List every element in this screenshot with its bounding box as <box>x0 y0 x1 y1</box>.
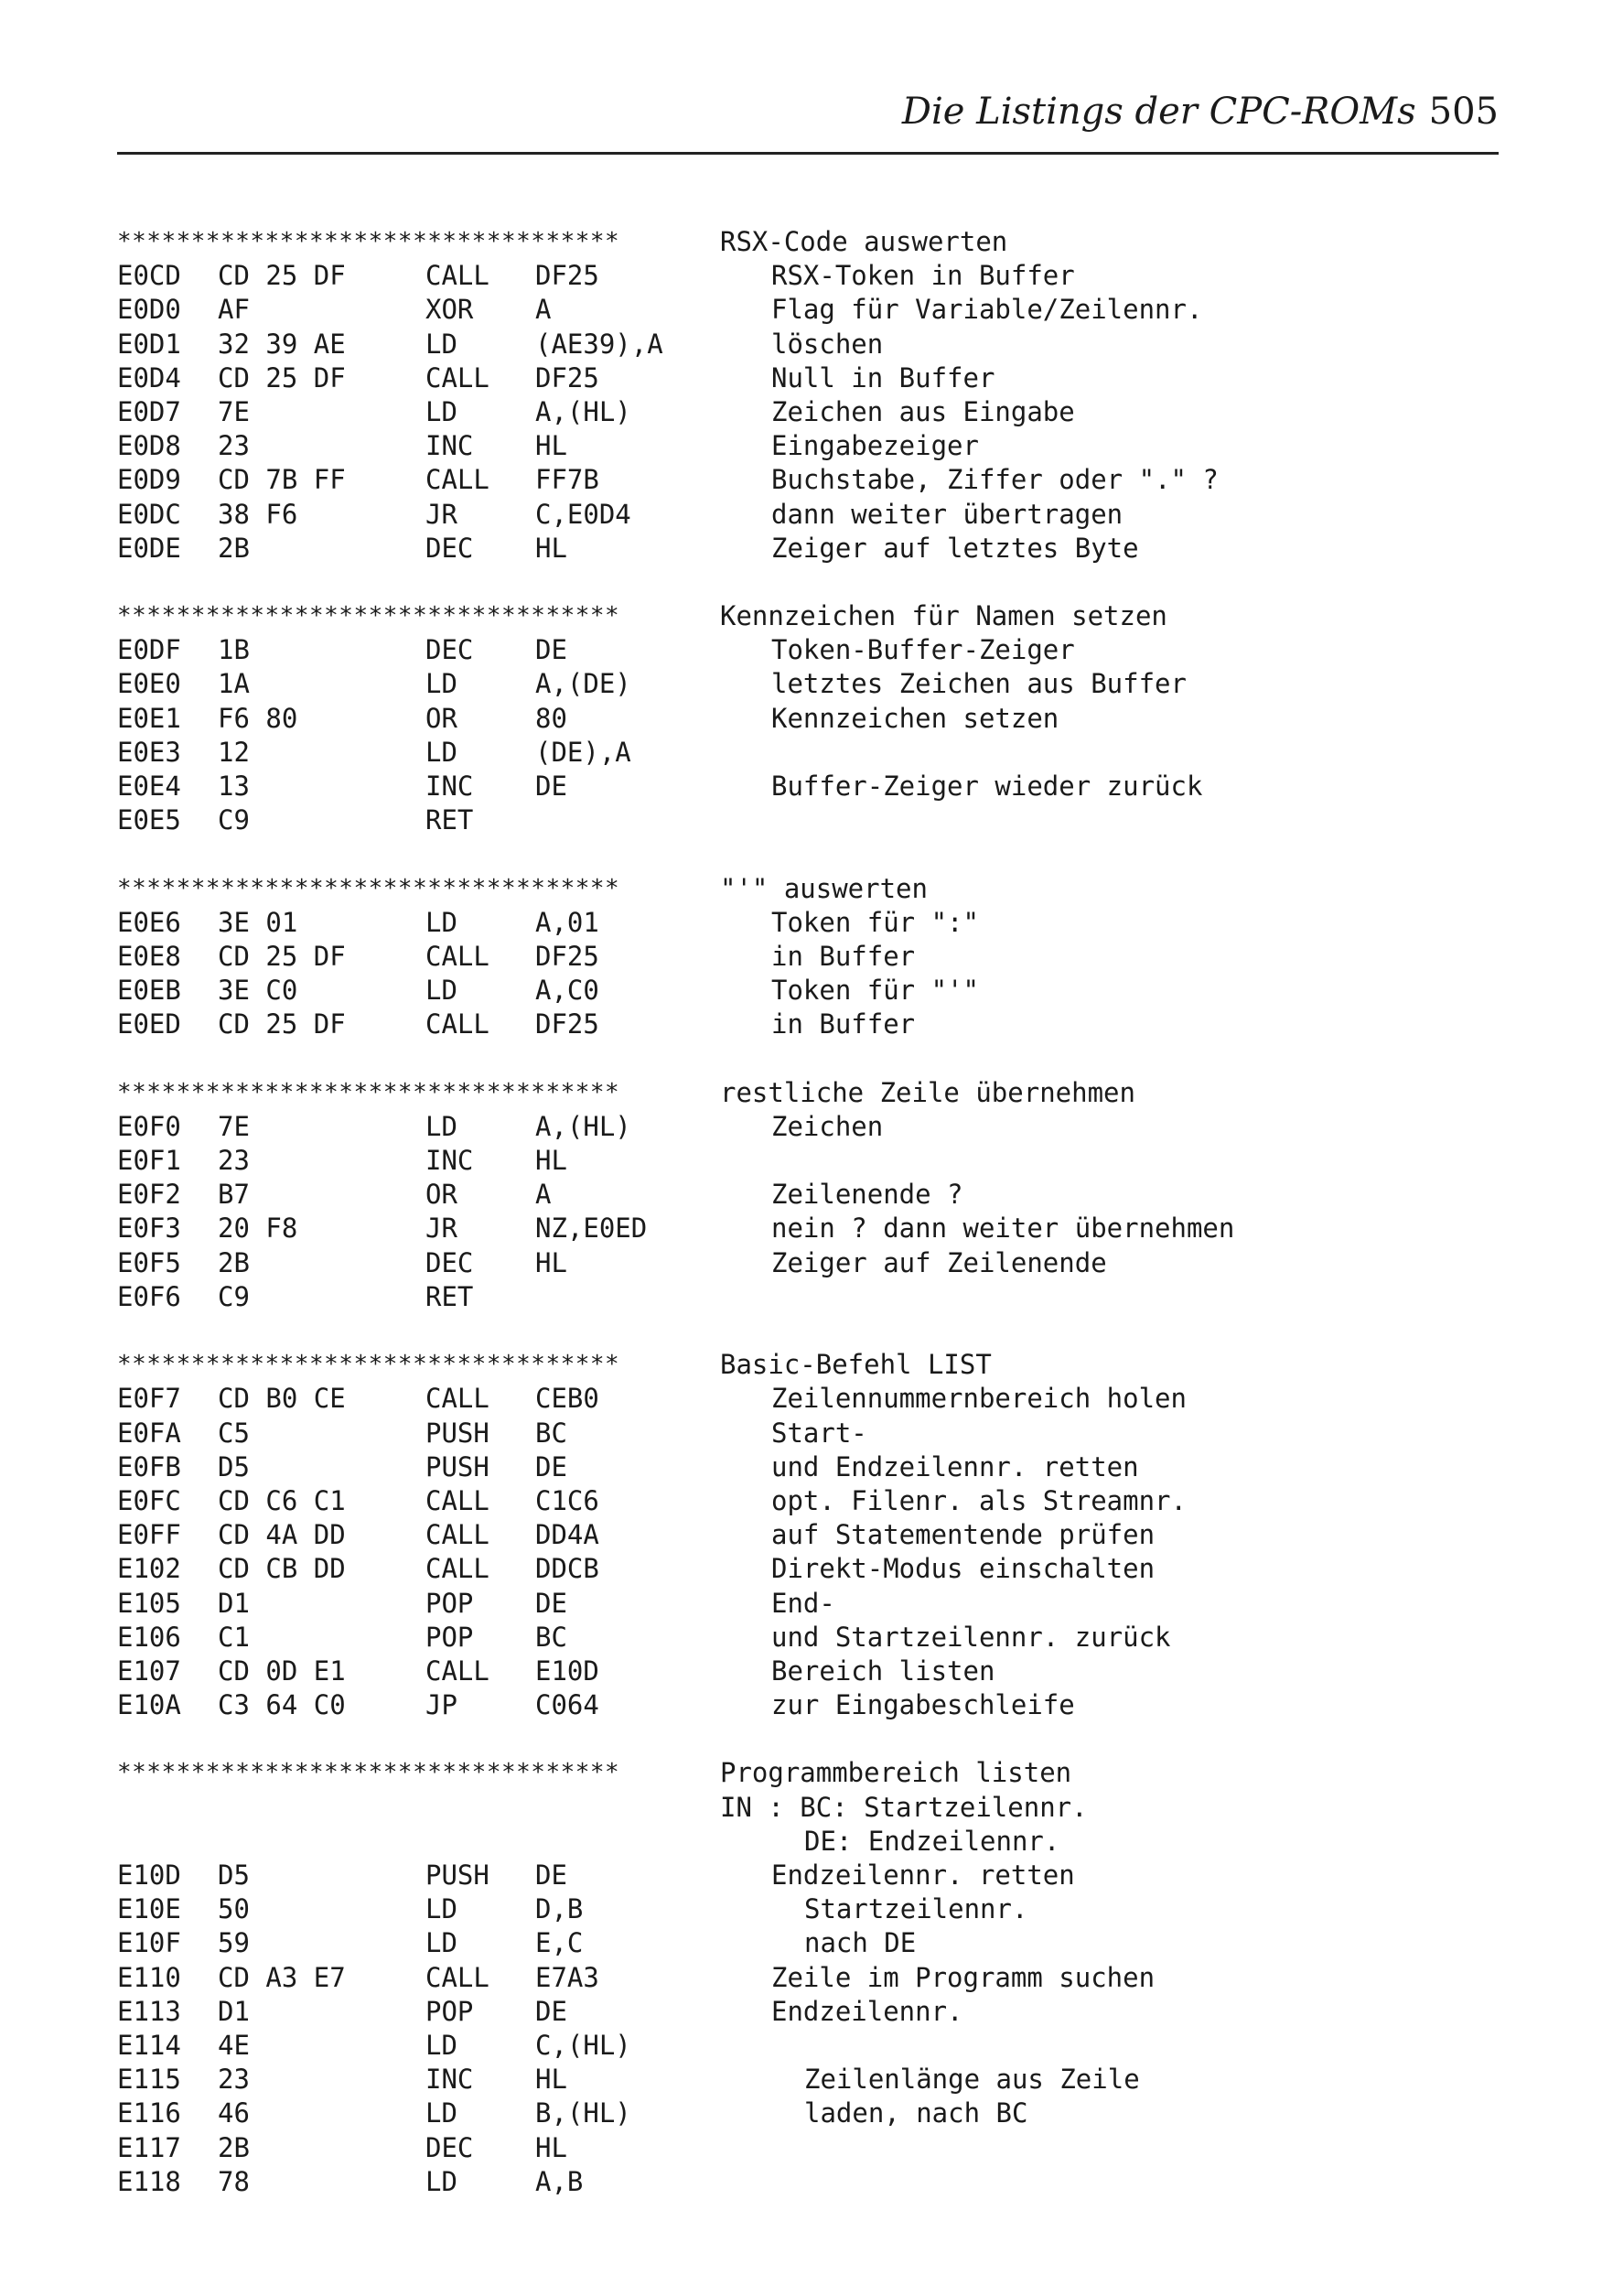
listing-line <box>117 1518 1471 1552</box>
comment-cell: Zeichen <box>771 1110 884 1142</box>
operands-cell: DD4A <box>535 1519 599 1551</box>
listing-line <box>117 667 1471 701</box>
listing-line <box>117 2063 1471 2097</box>
mnemonic-cell: INC <box>425 1145 474 1177</box>
address-cell: E0F2 <box>117 1179 181 1211</box>
opcode-bytes-cell: D5 <box>218 1859 250 1891</box>
address-cell: E0DC <box>117 498 181 530</box>
opcode-bytes-cell: CD C6 C1 <box>218 1484 346 1516</box>
opcode-bytes-cell: 46 <box>218 2097 250 2129</box>
opcode-bytes-cell: C9 <box>218 1280 250 1312</box>
mnemonic-cell: JP <box>425 1689 457 1721</box>
operands-cell: E10D <box>535 1655 599 1687</box>
section-header <box>117 872 1471 906</box>
comment-cell: zur Eingabeschleife <box>771 1689 1075 1721</box>
operands-cell: (DE),A <box>535 736 631 768</box>
comment-cell: Token für ":" <box>771 906 979 938</box>
mnemonic-cell: LD <box>425 395 457 427</box>
operands-cell: DE <box>535 634 567 666</box>
mnemonic-cell: CALL <box>425 1961 489 1993</box>
operands-cell: B,(HL) <box>535 2097 631 2129</box>
listing-line <box>117 2097 1471 2130</box>
operands-cell: A,(HL) <box>535 395 631 427</box>
comment-cell: Token-Buffer-Zeiger <box>771 634 1075 666</box>
opcode-bytes-cell: CD CB DD <box>218 1553 346 1585</box>
address-cell: E116 <box>117 2097 181 2129</box>
operands-cell: C,(HL) <box>535 2029 631 2061</box>
listing-line <box>117 736 1471 770</box>
mnemonic-cell: XOR <box>425 294 474 326</box>
comment-cell: Endzeilennr. retten <box>771 1859 1075 1891</box>
operands-cell: FF7B <box>535 464 599 496</box>
address-cell: E0F6 <box>117 1280 181 1312</box>
mnemonic-cell: RET <box>425 1280 474 1312</box>
comment-cell: Direkt-Modus einschalten <box>771 1553 1156 1585</box>
address-cell: E106 <box>117 1621 181 1653</box>
opcode-bytes-cell: D5 <box>218 1450 250 1482</box>
opcode-bytes-cell: 1A <box>218 668 250 700</box>
section-title: Kennzeichen für Namen setzen <box>720 600 1167 632</box>
address-cell: E118 <box>117 2165 181 2197</box>
opcode-bytes-cell: F6 80 <box>218 702 298 734</box>
mnemonic-cell: INC <box>425 2064 474 2096</box>
address-cell: E102 <box>117 1553 181 1585</box>
section-gap <box>117 1314 1471 1348</box>
operands-cell: DF25 <box>535 260 599 292</box>
mnemonic-cell: DEC <box>425 532 474 564</box>
listing-line <box>117 1688 1471 1722</box>
operands-cell: DE <box>535 1995 567 2027</box>
opcode-bytes-cell: AF <box>218 294 250 326</box>
comment-cell: Zeilenlänge aus Zeile <box>804 2064 1140 2096</box>
mnemonic-cell: CALL <box>425 1008 489 1040</box>
section-gap <box>117 566 1471 599</box>
section-header <box>117 1348 1471 1382</box>
address-cell: E0D7 <box>117 395 181 427</box>
section-separator-stars: ********************************** <box>117 1351 620 1379</box>
address-cell: E0ED <box>117 1008 181 1040</box>
opcode-bytes-cell: D1 <box>218 1587 250 1619</box>
opcode-bytes-cell: CD 7B FF <box>218 464 346 496</box>
section-separator-stars: ********************************** <box>117 874 620 902</box>
address-cell: E0F1 <box>117 1145 181 1177</box>
opcode-bytes-cell: 23 <box>218 2064 250 2096</box>
address-cell: E0F0 <box>117 1110 181 1142</box>
operands-cell: (AE39),A <box>535 328 663 360</box>
opcode-bytes-cell: 78 <box>218 2165 250 2197</box>
address-cell: E105 <box>117 1587 181 1619</box>
listing-line <box>117 1178 1471 1212</box>
listing-line <box>117 803 1471 837</box>
comment-cell: und Endzeilennr. retten <box>771 1450 1139 1482</box>
address-cell: E0F3 <box>117 1213 181 1245</box>
listing-line <box>117 1552 1471 1586</box>
listing-line <box>117 293 1471 327</box>
operands-cell: BC <box>535 1417 567 1449</box>
address-cell: E0EB <box>117 975 181 1007</box>
address-cell: E0E5 <box>117 804 181 836</box>
listing-line <box>117 1280 1471 1314</box>
address-cell: E0FA <box>117 1417 181 1449</box>
section-subtitle-line <box>117 1791 1471 1825</box>
operands-cell: E,C <box>535 1927 584 1959</box>
operands-cell: DF25 <box>535 361 599 393</box>
address-cell: E0DE <box>117 532 181 564</box>
operands-cell: A,(HL) <box>535 1110 631 1142</box>
address-cell: E0F5 <box>117 1246 181 1278</box>
listing-line <box>117 974 1471 1008</box>
section-header <box>117 1756 1471 1790</box>
mnemonic-cell: INC <box>425 771 474 802</box>
comment-cell: laden, nach BC <box>804 2097 1028 2129</box>
comment-cell: letztes Zeichen aus Buffer <box>771 668 1187 700</box>
operands-cell: DF25 <box>535 940 599 972</box>
opcode-bytes-cell: C1 <box>218 1621 250 1653</box>
address-cell: E110 <box>117 1961 181 1993</box>
address-cell: E10D <box>117 1859 181 1891</box>
address-cell: E0FC <box>117 1484 181 1516</box>
section-gap <box>117 1722 1471 1756</box>
address-cell: E0E3 <box>117 736 181 768</box>
section-gap <box>117 837 1471 871</box>
opcode-bytes-cell: 7E <box>218 1110 250 1142</box>
mnemonic-cell: CALL <box>425 1553 489 1585</box>
listing-line <box>117 1450 1471 1484</box>
mnemonic-cell: LD <box>425 2029 457 2061</box>
comment-cell: Zeile im Programm suchen <box>771 1961 1156 1993</box>
mnemonic-cell: OR <box>425 702 457 734</box>
listing-line <box>117 1417 1471 1450</box>
mnemonic-cell: POP <box>425 1621 474 1653</box>
address-cell: E0FF <box>117 1519 181 1551</box>
section-header <box>117 599 1471 633</box>
mnemonic-cell: CALL <box>425 1655 489 1687</box>
comment-cell: Startzeilennr. <box>804 1893 1028 1925</box>
mnemonic-cell: LD <box>425 736 457 768</box>
listing-line <box>117 2029 1471 2063</box>
section-separator-stars: ********************************** <box>117 228 620 255</box>
address-cell: E0CD <box>117 260 181 292</box>
mnemonic-cell: CALL <box>425 1484 489 1516</box>
address-cell: E117 <box>117 2131 181 2163</box>
opcode-bytes-cell: 13 <box>218 771 250 802</box>
mnemonic-cell: LD <box>425 668 457 700</box>
opcode-bytes-cell: C5 <box>218 1417 250 1449</box>
mnemonic-cell: CALL <box>425 940 489 972</box>
mnemonic-cell: LD <box>425 1927 457 1959</box>
operands-cell: DE <box>535 1450 567 1482</box>
operands-cell: 80 <box>535 702 567 734</box>
mnemonic-cell: LD <box>425 2097 457 2129</box>
listing-line <box>117 1655 1471 1688</box>
section-title: "'" auswerten <box>720 872 928 904</box>
mnemonic-cell: CALL <box>425 260 489 292</box>
listing-line <box>117 770 1471 803</box>
mnemonic-cell: PUSH <box>425 1450 489 1482</box>
listing-line <box>117 361 1471 395</box>
listing-line <box>117 2165 1471 2199</box>
section-subtitle-line <box>117 1825 1471 1859</box>
opcode-bytes-cell: 2B <box>218 1246 250 1278</box>
mnemonic-cell: CALL <box>425 1519 489 1551</box>
mnemonic-cell: LD <box>425 328 457 360</box>
comment-cell: Zeiger auf Zeilenende <box>771 1246 1107 1278</box>
opcode-bytes-cell: CD A3 E7 <box>218 1961 346 1993</box>
comment-cell: Buffer-Zeiger wieder zurück <box>771 771 1203 802</box>
address-cell: E115 <box>117 2064 181 2096</box>
mnemonic-cell: POP <box>425 1995 474 2027</box>
operands-cell: C064 <box>535 1689 599 1721</box>
comment-cell: Buchstabe, Ziffer oder "." ? <box>771 464 1219 496</box>
comment-cell: End- <box>771 1587 835 1619</box>
comment-cell: nach DE <box>804 1927 917 1959</box>
listing-line <box>117 1926 1471 1960</box>
operands-cell: A <box>535 294 552 326</box>
opcode-bytes-cell: 38 F6 <box>218 498 298 530</box>
mnemonic-cell: LD <box>425 975 457 1007</box>
address-cell: E0E1 <box>117 702 181 734</box>
comment-cell: opt. Filenr. als Streamnr. <box>771 1484 1187 1516</box>
mnemonic-cell: JR <box>425 1213 457 1245</box>
listing-line <box>117 429 1471 463</box>
listing-line <box>117 328 1471 361</box>
comment-cell: auf Statementende prüfen <box>771 1519 1156 1551</box>
listing-line <box>117 1246 1471 1280</box>
listing-line <box>117 1892 1471 1926</box>
opcode-bytes-cell: D1 <box>218 1995 250 2027</box>
address-cell: E113 <box>117 1995 181 2027</box>
opcode-bytes-cell: 32 39 AE <box>218 328 346 360</box>
opcode-bytes-cell: CD 0D E1 <box>218 1655 346 1687</box>
comment-cell: Zeilennummernbereich holen <box>771 1383 1187 1415</box>
listing-line <box>117 532 1471 566</box>
operands-cell: HL <box>535 2131 567 2163</box>
comment-cell: Token für "'" <box>771 975 979 1007</box>
comment-cell: Endzeilennr. <box>771 1995 963 2027</box>
operands-cell: BC <box>535 1621 567 1653</box>
comment-cell: in Buffer <box>771 940 916 972</box>
operands-cell: DE <box>535 1859 567 1891</box>
listing-line <box>117 1961 1471 1995</box>
comment-cell: Eingabezeiger <box>771 430 979 462</box>
opcode-bytes-cell: 4E <box>218 2029 250 2061</box>
mnemonic-cell: LD <box>425 1893 457 1925</box>
section-title: Programmbereich listen <box>720 1757 1072 1789</box>
operands-cell: D,B <box>535 1893 584 1925</box>
address-cell: E0F7 <box>117 1383 181 1415</box>
operands-cell: DDCB <box>535 1553 599 1585</box>
address-cell: E10F <box>117 1927 181 1959</box>
address-cell: E0D9 <box>117 464 181 496</box>
operands-cell: HL <box>535 2064 567 2096</box>
opcode-bytes-cell: 2B <box>218 532 250 564</box>
opcode-bytes-cell: 23 <box>218 1145 250 1177</box>
mnemonic-cell: POP <box>425 1587 474 1619</box>
operands-cell: A,(DE) <box>535 668 631 700</box>
section-subtitle-text: DE: Endzeilennr. <box>804 1825 1060 1857</box>
mnemonic-cell: PUSH <box>425 1859 489 1891</box>
section-header <box>117 1076 1471 1110</box>
opcode-bytes-cell: 1B <box>218 634 250 666</box>
comment-cell: Start- <box>771 1417 867 1449</box>
operands-cell: HL <box>535 532 567 564</box>
listing-line <box>117 259 1471 293</box>
mnemonic-cell: PUSH <box>425 1417 489 1449</box>
opcode-bytes-cell: CD 25 DF <box>218 361 346 393</box>
address-cell: E0D8 <box>117 430 181 462</box>
mnemonic-cell: CALL <box>425 464 489 496</box>
operands-cell: A,01 <box>535 906 599 938</box>
opcode-bytes-cell: B7 <box>218 1179 250 1211</box>
address-cell: E0E4 <box>117 771 181 802</box>
listing-line <box>117 1008 1471 1041</box>
mnemonic-cell: CALL <box>425 361 489 393</box>
operands-cell: C,E0D4 <box>535 498 631 530</box>
comment-cell: Zeichen aus Eingabe <box>771 395 1075 427</box>
comment-cell: Kennzeichen setzen <box>771 702 1059 734</box>
opcode-bytes-cell: 2B <box>218 2131 250 2163</box>
page-header <box>117 84 1499 155</box>
comment-cell: in Buffer <box>771 1008 916 1040</box>
section-separator-stars: ********************************** <box>117 602 620 631</box>
mnemonic-cell: OR <box>425 1179 457 1211</box>
opcode-bytes-cell: 23 <box>218 430 250 462</box>
address-cell: E10A <box>117 1689 181 1721</box>
running-head <box>902 84 1499 139</box>
operands-cell: HL <box>535 430 567 462</box>
mnemonic-cell: DEC <box>425 1246 474 1278</box>
opcode-bytes-cell: CD 4A DD <box>218 1519 346 1551</box>
comment-cell: Zeiger auf letztes Byte <box>771 532 1139 564</box>
listing-line <box>117 1144 1471 1178</box>
address-cell: E114 <box>117 2029 181 2061</box>
listing-line <box>117 463 1471 497</box>
address-cell: E0E6 <box>117 906 181 938</box>
page-number: 505 <box>1428 91 1499 133</box>
mnemonic-cell: LD <box>425 1110 457 1142</box>
opcode-bytes-cell: C9 <box>218 804 250 836</box>
listing-line <box>117 1859 1471 1892</box>
listing-line <box>117 1621 1471 1655</box>
operands-cell: HL <box>535 1145 567 1177</box>
opcode-bytes-cell: CD 25 DF <box>218 1008 346 1040</box>
assembly-listing <box>117 225 1471 2199</box>
opcode-bytes-cell: CD 25 DF <box>218 260 346 292</box>
listing-line <box>117 395 1471 429</box>
listing-line <box>117 1484 1471 1518</box>
opcode-bytes-cell: CD 25 DF <box>218 940 346 972</box>
address-cell: E0D0 <box>117 294 181 326</box>
operands-cell: CEB0 <box>535 1383 599 1415</box>
comment-cell: löschen <box>771 328 884 360</box>
operands-cell: C1C6 <box>535 1484 599 1516</box>
operands-cell: E7A3 <box>535 1961 599 1993</box>
mnemonic-cell: INC <box>425 430 474 462</box>
comment-cell: RSX-Token in Buffer <box>771 260 1075 292</box>
section-title: RSX-Code auswerten <box>720 226 1008 257</box>
address-cell: E107 <box>117 1655 181 1687</box>
listing-line <box>117 1212 1471 1245</box>
listing-line <box>117 2131 1471 2165</box>
address-cell: E0D4 <box>117 361 181 393</box>
operands-cell: A <box>535 1179 552 1211</box>
address-cell: E0E8 <box>117 940 181 972</box>
mnemonic-cell: JR <box>425 498 457 530</box>
mnemonic-cell: RET <box>425 804 474 836</box>
comment-cell: Zeilenende ? <box>771 1179 963 1211</box>
opcode-bytes-cell: 50 <box>218 1893 250 1925</box>
opcode-bytes-cell: 59 <box>218 1927 250 1959</box>
operands-cell: A,B <box>535 2165 584 2197</box>
operands-cell: A,C0 <box>535 975 599 1007</box>
address-cell: E0FB <box>117 1450 181 1482</box>
mnemonic-cell: CALL <box>425 1383 489 1415</box>
opcode-bytes-cell: C3 64 C0 <box>218 1689 346 1721</box>
mnemonic-cell: DEC <box>425 2131 474 2163</box>
section-separator-stars: ********************************** <box>117 1759 620 1787</box>
listing-line <box>117 633 1471 667</box>
comment-cell: Bereich listen <box>771 1655 995 1687</box>
comment-cell: nein ? dann weiter übernehmen <box>771 1213 1235 1245</box>
address-cell: E0D1 <box>117 328 181 360</box>
operands-cell: NZ,E0ED <box>535 1213 648 1245</box>
comment-cell: dann weiter übertragen <box>771 498 1124 530</box>
section-subtitle-text: IN : BC: Startzeilennr. <box>720 1791 1088 1823</box>
listing-line <box>117 498 1471 532</box>
operands-cell: HL <box>535 1246 567 1278</box>
section-gap <box>117 1042 1471 1076</box>
listing-line <box>117 1382 1471 1416</box>
listing-line <box>117 1587 1471 1621</box>
opcode-bytes-cell: 20 F8 <box>218 1213 298 1245</box>
operands-cell: DF25 <box>535 1008 599 1040</box>
mnemonic-cell: DEC <box>425 634 474 666</box>
comment-cell: Null in Buffer <box>771 361 995 393</box>
address-cell: E0DF <box>117 634 181 666</box>
opcode-bytes-cell: 12 <box>218 736 250 768</box>
section-title: Basic-Befehl LIST <box>720 1349 992 1381</box>
running-head-title: Die Listings der CPC-ROMs <box>901 91 1416 133</box>
operands-cell: DE <box>535 1587 567 1619</box>
section-separator-stars: ********************************** <box>117 1078 620 1106</box>
listing-line <box>117 940 1471 974</box>
comment-cell: Flag für Variable/Zeilennr. <box>771 294 1203 326</box>
opcode-bytes-cell: 3E C0 <box>218 975 298 1007</box>
section-header <box>117 225 1471 259</box>
mnemonic-cell: LD <box>425 2165 457 2197</box>
operands-cell: DE <box>535 771 567 802</box>
listing-line <box>117 702 1471 736</box>
listing-line <box>117 1995 1471 2029</box>
listing-line <box>117 906 1471 940</box>
opcode-bytes-cell: CD B0 CE <box>218 1383 346 1415</box>
address-cell: E10E <box>117 1893 181 1925</box>
opcode-bytes-cell: 7E <box>218 395 250 427</box>
listing-line <box>117 1110 1471 1144</box>
address-cell: E0E0 <box>117 668 181 700</box>
mnemonic-cell: LD <box>425 906 457 938</box>
section-title: restliche Zeile übernehmen <box>720 1076 1135 1108</box>
comment-cell: und Startzeilennr. zurück <box>771 1621 1171 1653</box>
opcode-bytes-cell: 3E 01 <box>218 906 298 938</box>
